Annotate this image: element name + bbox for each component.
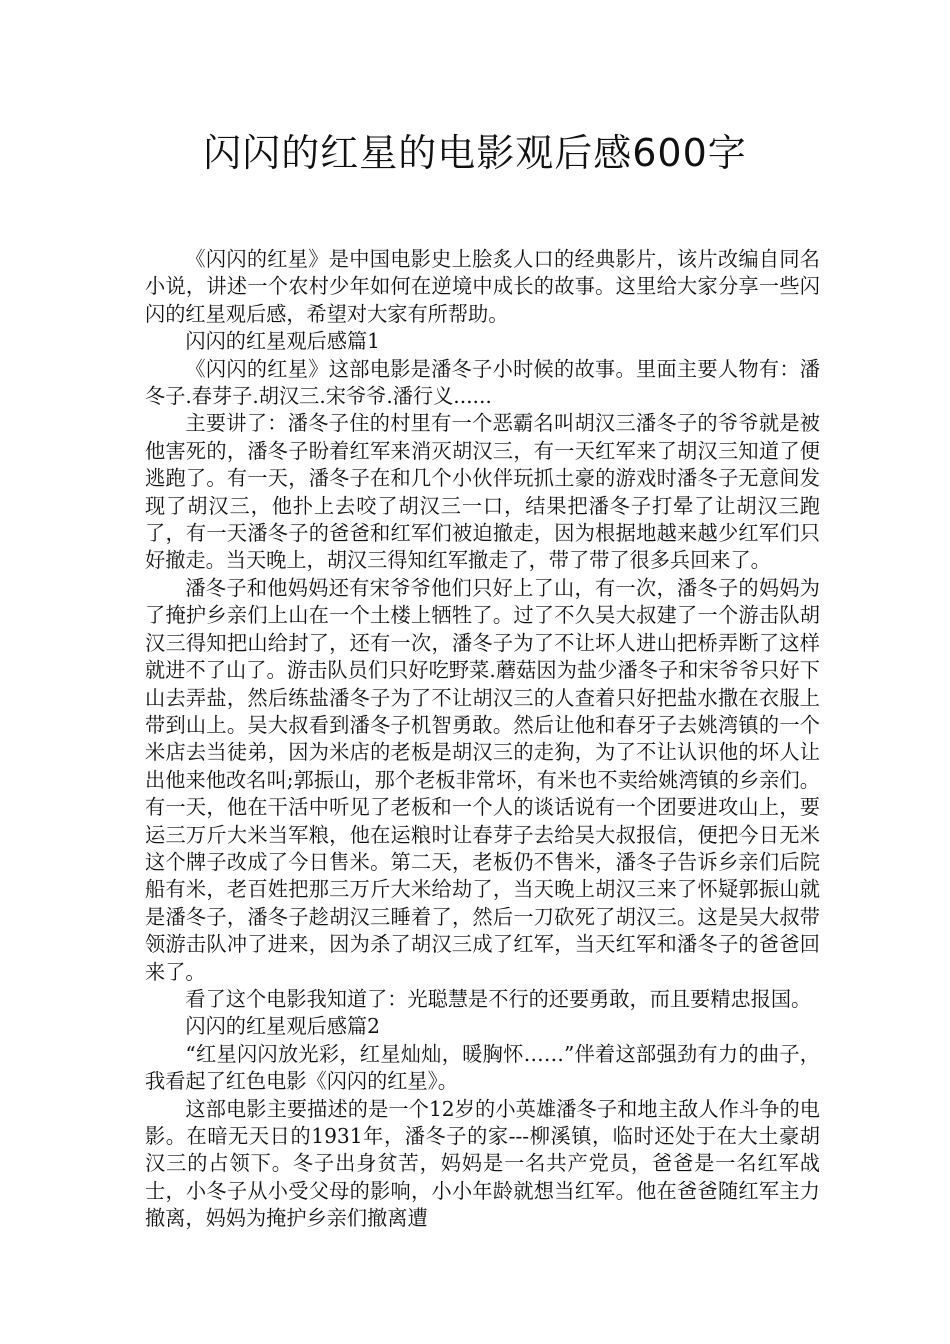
section-heading-1: 闪闪的红星观后感篇1 [185,329,380,354]
article-body [145,246,820,1233]
page-title: 闪闪的红星的电影观后感600字 [203,131,747,175]
section-heading-2: 闪闪的红星观后感篇2 [185,1014,380,1039]
paragraph: 这部电影主要描述的是一个12岁的小英雄潘冬子和地主敌人作斗争的电影。在暗无天日的1931年，潘冬子的家---柳溪镇，临时还处于在大土豪胡汉三的占领下。冬子出身贫苦，妈妈是一名共产党员，爸爸是一名红军战士，小冬子从小受父母的影响，小小年龄就想当红军。他在爸爸随红军主力撤离，妈妈为掩护乡亲们撤离遭 [145,1096,820,1231]
paragraph: 《闪闪的红星》这部电影是潘冬子小时候的故事。里面主要人物有：潘冬子.春芽子.胡汉三.宋爷爷.潘行义...... [145,356,820,409]
intro-paragraph: 《闪闪的红星》是中国电影史上脍炙人口的经典影片，该片改编自同名小说，讲述一个农村少年如何在逆境中成长的故事。这里给大家分享一些闪闪的红星观后感，希望对大家有所帮助。 [145,247,820,326]
paragraph: 主要讲了：潘冬子住的村里有一个恶霸名叫胡汉三潘冬子的爷爷就是被他害死的，潘冬子盼着红军来消灭胡汉三，有一天红军来了胡汉三知道了便逃跑了。有一天，潘冬子在和几个小伙伴玩抓土豪的游戏时潘冬子无意间发现了胡汉三，他扑上去咬了胡汉三一口，结果把潘冬子打晕了让胡汉三跑了，有一天潘冬子的爸爸和红军们被迫撤走，因为根据地越来越少红军们只好撤走。当天晚上，胡汉三得知红军撤走了，带了带了很多兵回来了。 [145,411,820,573]
paragraph: 潘冬子和他妈妈还有宋爷爷他们只好上了山，有一次，潘冬子的妈妈为了掩护乡亲们上山在一个土楼上牺牲了。过了不久吴大叔建了一个游击队胡汉三得知把山给封了，还有一次，潘冬子为了不让坏人进山把桥弄断了这样就进不了山了。游击队员们只好吃野菜.蘑菇因为盐少潘冬子和宋爷爷只好下山去弄盐，然后练盐潘冬子为了不让胡汉三的人查着只好把盐水撒在衣服上带到山上。吴大叔看到潘冬子机智勇敢。然后让他和春牙子去姚湾镇的一个米店去当徒弟，因为米店的老板是胡汉三的走狗，为了不让认识他的坏人让出他来他改名叫;郭振山，那个老板非常坏，有米也不卖给姚湾镇的乡亲们。有一天，他在干活中听见了老板和一个人的谈话说有一个团要进攻山上，要运三万斤大米当军粮，他在运粮时让春芽子去给吴大叔报信，便把今日无米这个牌子改成了今日售米。第二天，老板仍不售米，潘冬子告诉乡亲们后院船有米，老百姓把那三万斤大米给劫了，当天晚上胡汉三来了怀疑郭振山就是潘冬子，潘冬子趁胡汉三睡着了，然后一刀砍死了胡汉三。这是吴大叔带领游击队冲了进来，因为杀了胡汉三成了红军，当天红军和潘冬子的爸爸回来了。 [145,575,820,984]
paragraph: “红星闪闪放光彩，红星灿灿，暖胸怀……”伴着这部强劲有力的曲子，我看起了红色电影《闪闪的红星》。 [145,1041,820,1094]
paragraph: 看了这个电影我知道了：光聪慧是不行的还要勇敢，而且要精忠报国。 [185,986,812,1011]
